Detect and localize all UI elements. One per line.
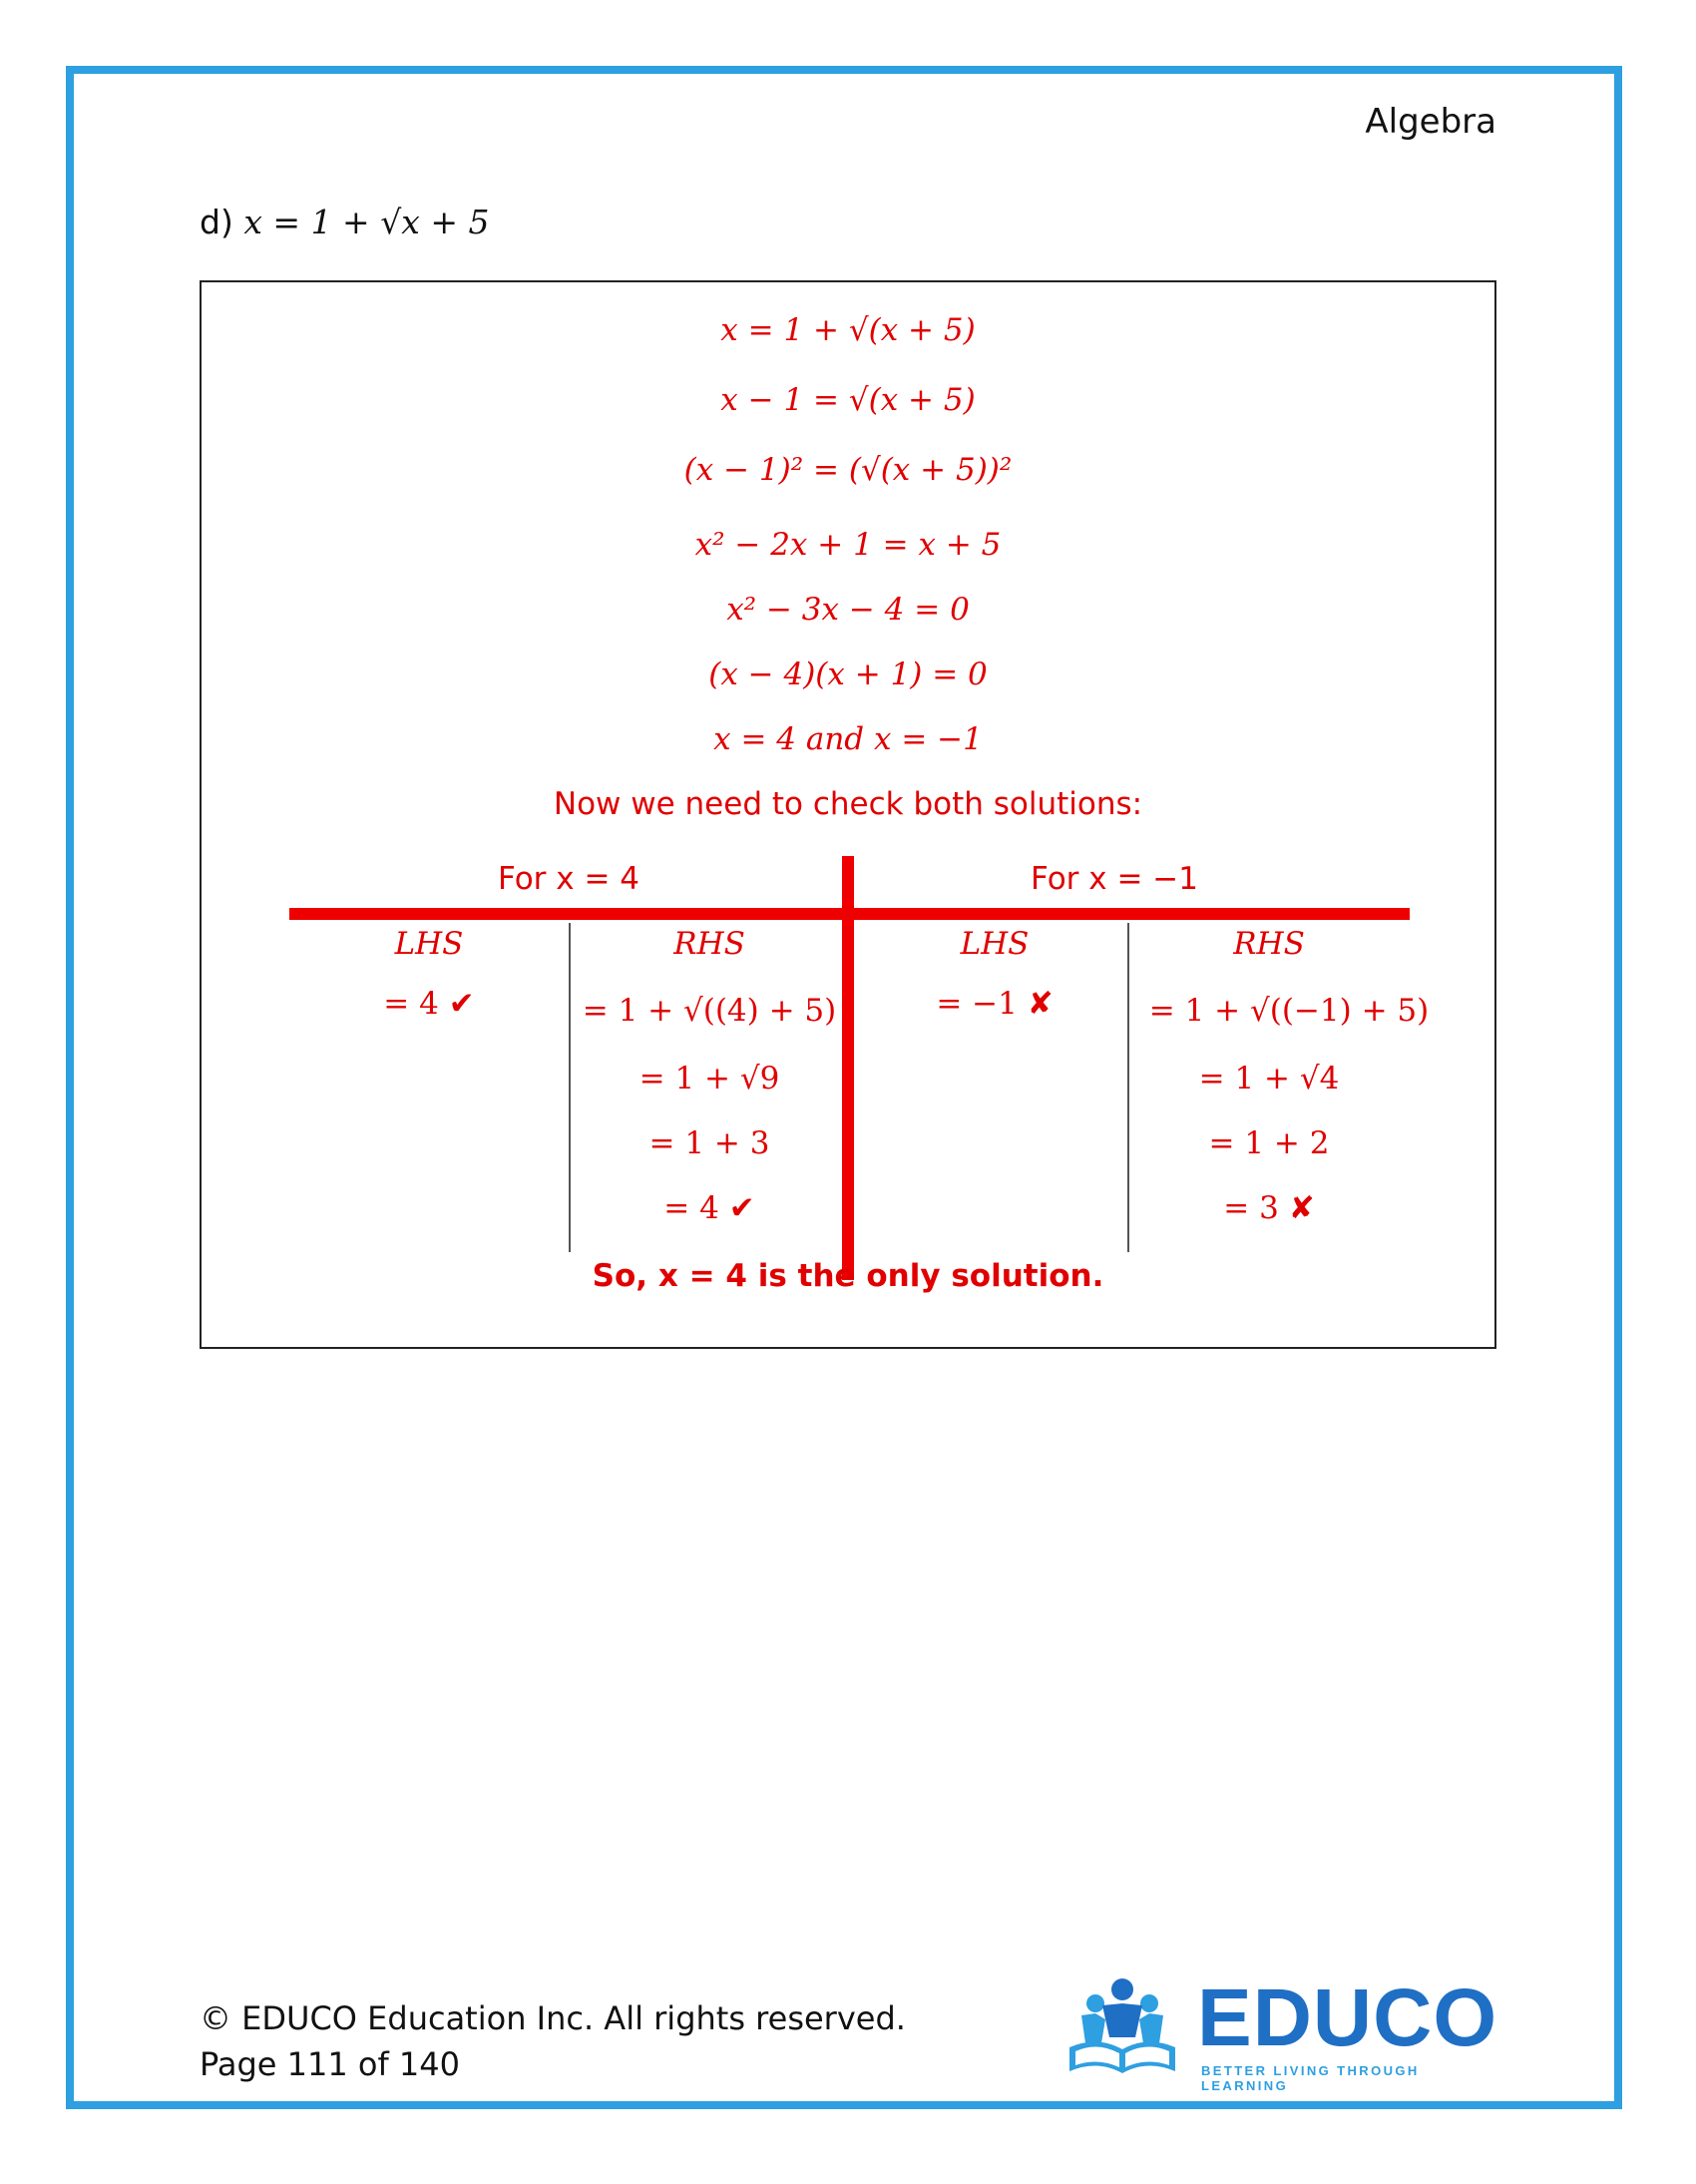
lhs-label: LHS — [394, 926, 464, 962]
check-intro: Now we need to check both solutions: — [553, 786, 1143, 822]
logo-tagline: BETTER LIVING THROUGH LEARNING — [1201, 2063, 1420, 2093]
logo-people-book-icon — [1058, 1975, 1187, 2083]
rhs-label: RHS — [673, 926, 745, 962]
solution-step: x² − 3x − 4 = 0 — [726, 592, 970, 628]
rhs-step: = 4 ✔ — [663, 1190, 755, 1226]
subject-header: Algebra — [1365, 102, 1496, 142]
solution-step: x = 4 and x = −1 — [713, 721, 983, 757]
rhs-step: = 1 + √9 — [638, 1061, 780, 1096]
rhs-step: = 1 + √4 — [1198, 1061, 1340, 1096]
lhs-value: = 4 ✔ — [383, 986, 475, 1022]
solution-step: (x − 1)² = (√(x + 5))² — [683, 452, 1013, 488]
copyright-notice: © EDUCO Education Inc. All rights reserved. — [200, 1999, 906, 2037]
solution-step: x = 1 + √(x + 5) — [720, 312, 976, 348]
rhs-step: = 1 + √((4) + 5) — [582, 993, 837, 1029]
educo-logo — [1058, 1972, 1498, 2093]
rhs-step: = 1 + √((−1) + 5) — [1148, 993, 1430, 1029]
case-header-xneg1: For x = −1 — [1030, 861, 1199, 897]
problem-label: d) — [200, 203, 233, 241]
solution-step: x − 1 = √(x + 5) — [720, 382, 976, 418]
logo-wordmark: EDUCO — [1197, 1972, 1498, 2063]
problem-equation: x = 1 + √x + 5 — [243, 203, 490, 241]
rhs-step: = 1 + 2 — [1208, 1125, 1330, 1161]
rhs-label: RHS — [1233, 926, 1305, 962]
lhs-label: LHS — [960, 926, 1030, 962]
problem-statement — [200, 203, 489, 241]
page-number: Page 111 of 140 — [200, 2045, 460, 2083]
solution-box — [200, 280, 1496, 1349]
rhs-step: = 1 + 3 — [648, 1125, 770, 1161]
conclusion: So, x = 4 is the only solution. — [592, 1258, 1104, 1294]
solution-step: x² − 2x + 1 = x + 5 — [694, 527, 1002, 563]
lhs-value: = −1 ✘ — [936, 986, 1054, 1022]
rhs-step: = 3 ✘ — [1223, 1190, 1315, 1226]
solution-step: (x − 4)(x + 1) = 0 — [708, 656, 988, 692]
case-header-x4: For x = 4 — [497, 861, 640, 897]
